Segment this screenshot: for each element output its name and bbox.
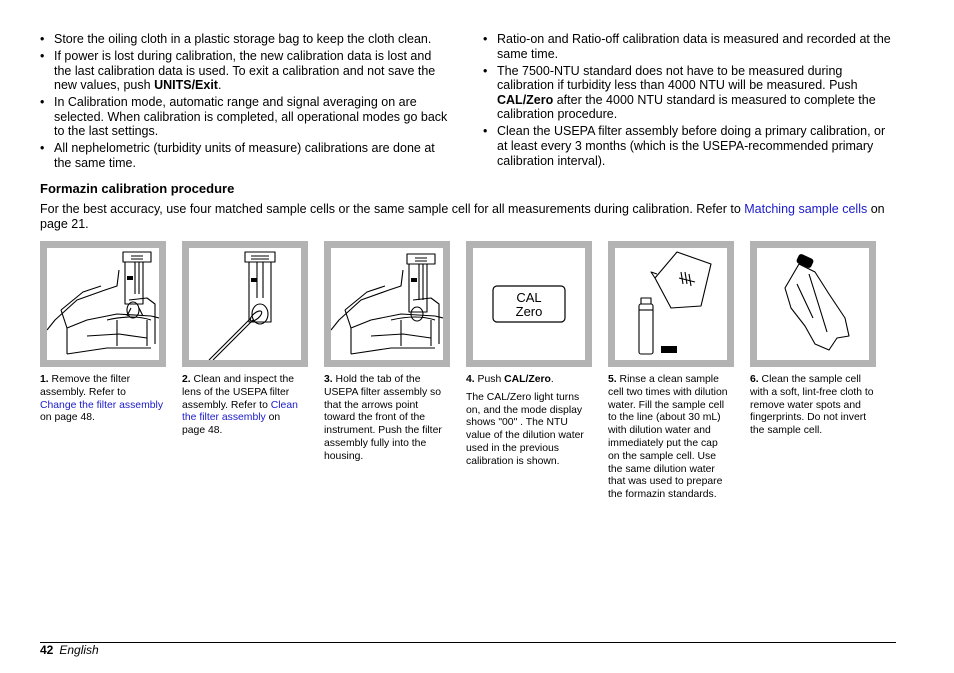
bullet-text: Clean the USEPA filter assembly before doing a primary calibration, or at least every 3 months (which is the USEPA-recommended primary calibration interval).	[497, 124, 886, 168]
bullet-text: All nephelometric (turbidity units of measure) calibrations are done at the same time.	[54, 141, 435, 170]
step-number: 1.	[40, 374, 49, 385]
bullet-text: after the 4000 NTU standard is measured to complete the calibration procedure.	[497, 92, 876, 122]
bullet-item	[483, 124, 898, 168]
footer-language: English	[59, 643, 99, 657]
step-text	[466, 374, 590, 387]
left-bullet-list	[40, 32, 450, 171]
bullet-text: If power is lost during calibration, the new calibration data is lost and the last calibration data is used. To exit a calibration and not save the new values, push	[54, 48, 436, 93]
footer-divider	[40, 642, 896, 643]
step-6-illustration	[750, 241, 876, 367]
step-3-caption	[324, 374, 448, 469]
cal-zero-button-drawing	[473, 248, 585, 360]
step-text-part: Clean the sample cell with a soft, lint-free cloth to remove water spots and fingerprints. Do not invert the sample cell.	[750, 374, 874, 437]
zero-key-label: Zero	[515, 304, 543, 319]
step-text	[324, 374, 448, 464]
instrument-filter-removal-drawing	[47, 248, 159, 360]
step-number: 3.	[324, 374, 333, 385]
sample-cell-wiping-drawing	[757, 248, 869, 360]
cal-key-label: CAL	[516, 290, 542, 305]
step-2-caption	[182, 374, 306, 443]
step-text-part: .	[550, 374, 554, 385]
step-text	[750, 374, 874, 438]
bullet-item	[483, 32, 898, 61]
bullet-text: The 7500-NTU standard does not have to be measured during calibration if turbidity less than 4000 NTU will be measured. Push	[497, 63, 858, 93]
bullet-item	[40, 49, 450, 93]
step-5-illustration	[608, 241, 734, 367]
bullet-bold-text: CAL/Zero	[497, 92, 554, 107]
filter-insertion-drawing	[331, 248, 443, 360]
step-4-illustration	[466, 241, 592, 367]
bullet-item	[40, 95, 450, 139]
step-text-part: Remove the filter assembly. Refer to	[40, 374, 131, 398]
step-text	[182, 374, 306, 438]
step-text-part: Clean and inspect the lens of the USEPA filter assembly. Refer to	[182, 374, 295, 411]
step-paragraph: The CAL/Zero light turns on, and the mode display shows "00" . The NTU value of the dilution water used in the previous calibration is shown.	[466, 391, 584, 467]
step-3-illustration	[324, 241, 450, 367]
step-text-part: Hold the tab of the USEPA filter assembly so that the arrows point toward the front of the instrument. Push the filter assembly fully into the housing.	[324, 374, 442, 462]
change-filter-assembly-link[interactable]: Change the filter assembly	[40, 399, 164, 411]
section-heading: Formazin calibration procedure	[40, 181, 235, 196]
step-6-caption	[750, 374, 874, 443]
clean-filter-assembly-link[interactable]: Clean the filter assembly	[182, 399, 298, 424]
right-bullet-list	[483, 32, 898, 168]
right-bullet-column	[483, 32, 898, 171]
section-intro	[40, 202, 900, 232]
matching-sample-cells-link[interactable]: Matching sample cells	[744, 202, 868, 216]
step-5-caption	[608, 374, 732, 507]
step-text-part: on page 48.	[182, 412, 281, 437]
step-4-caption	[466, 374, 590, 474]
step-2-illustration	[182, 241, 308, 367]
step-number: 4.	[466, 374, 475, 385]
bullet-text: .	[217, 78, 222, 93]
sample-cell-rinse-drawing	[615, 248, 727, 360]
page-footer	[40, 643, 99, 657]
step-text-part: Push	[474, 374, 505, 385]
bullet-item	[40, 141, 450, 170]
bullet-text: In Calibration mode, automatic range and signal averaging on are selected. When calibration is completed, all operational modes go back to the last settings.	[54, 95, 448, 139]
step-text-part: Rinse a clean sample cell two times with dilution water. Fill the sample cell to the line (about 30 mL) with dilution water and immediately put the cap on the sample cell. Use the same dilution water that was used to prepare the formazin standards.	[608, 374, 728, 501]
bullet-item	[40, 32, 450, 47]
step-1-caption	[40, 374, 164, 430]
filter-cleaning-drawing	[189, 248, 301, 360]
bullet-item	[483, 64, 898, 122]
step-number: 6.	[750, 374, 759, 385]
step-text-part: on page 48.	[40, 412, 95, 424]
bullet-bold-text: UNITS/Exit	[154, 78, 218, 93]
step-text	[40, 374, 164, 425]
cal-zero-bold: CAL/Zero	[504, 374, 551, 385]
intro-text: on page 21.	[40, 202, 885, 231]
bullet-text: Ratio-on and Ratio-off calibration data is measured and recorded at the same time.	[497, 32, 891, 61]
bullet-text: Store the oiling cloth in a plastic storage bag to keep the cloth clean.	[54, 32, 432, 46]
page-number: 42	[40, 643, 54, 657]
left-bullet-column	[40, 32, 450, 173]
step-number: 2.	[182, 374, 191, 385]
step-text	[608, 374, 732, 502]
step-1-illustration	[40, 241, 166, 367]
step-number: 5.	[608, 374, 617, 385]
intro-text: For the best accuracy, use four matched sample cells or the same sample cell for all measurements during calibration. Refer to	[40, 202, 745, 216]
